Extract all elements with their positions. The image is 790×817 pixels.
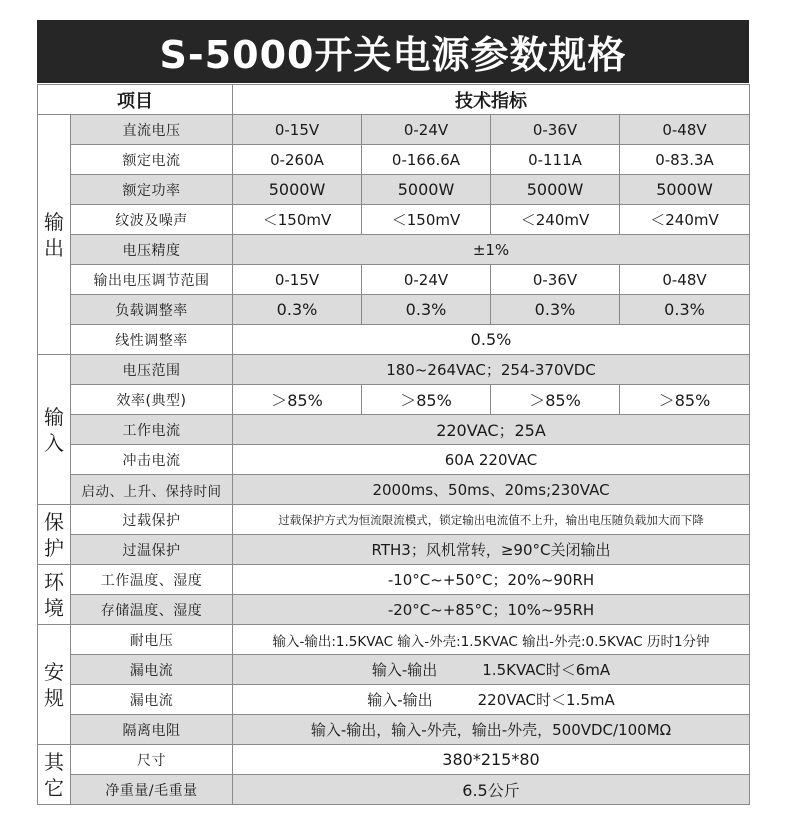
cell: ＞85% [620, 385, 750, 415]
cell: 0-24V [362, 115, 491, 145]
row-label: 净重量/毛重量 [71, 775, 233, 805]
cell: 0-15V [233, 265, 362, 295]
cell: 5000W [233, 175, 362, 205]
row-label: 漏电流 [71, 685, 233, 715]
cell: 0.3% [362, 295, 491, 325]
cell: -10°C~+50°C；20%~90RH [233, 565, 750, 595]
cell: 0.5% [233, 325, 750, 355]
cell: 过载保护方式为恒流限流模式，锁定输出电流值不上升，输出电压随负载加大而下降 [233, 505, 750, 535]
row-label: 纹波及噪声 [71, 205, 233, 235]
cell: 0-36V [491, 115, 620, 145]
row-label: 效率(典型) [71, 385, 233, 415]
cell: 5000W [362, 175, 491, 205]
table-row [38, 565, 750, 595]
cell: 输入-输出 220VAC时＜1.5mA [233, 685, 750, 715]
table-row [38, 625, 750, 655]
table-row [38, 655, 750, 685]
header-item: 项目 [38, 85, 233, 115]
cell: 0.3% [491, 295, 620, 325]
group-label-environment: 环境 [38, 565, 71, 625]
group-label-output: 输出 [38, 115, 71, 355]
row-label: 尺寸 [71, 745, 233, 775]
row-label: 工作温度、湿度 [71, 565, 233, 595]
row-label: 冲击电流 [71, 445, 233, 475]
cell: 0-166.6A [362, 145, 491, 175]
cell: 0-83.3A [620, 145, 750, 175]
cell: ＞85% [491, 385, 620, 415]
table-row [38, 775, 750, 805]
group-label-input: 输入 [38, 355, 71, 505]
row-label: 额定功率 [71, 175, 233, 205]
page-title: S-5000开关电源参数规格 [37, 20, 749, 83]
cell: 380*215*80 [233, 745, 750, 775]
cell: 0-36V [491, 265, 620, 295]
cell: 180~264VAC；254-370VDC [233, 355, 750, 385]
cell: 输入-输出:1.5KVAC 输入-外壳:1.5KVAC 输出-外壳:0.5KVAC 历时1分钟 [233, 625, 750, 655]
table-row [38, 265, 750, 295]
group-label-other: 其它 [38, 745, 71, 805]
table-row [38, 715, 750, 745]
cell: 0-48V [620, 265, 750, 295]
cell: 60A 220VAC [233, 445, 750, 475]
cell: 5000W [491, 175, 620, 205]
row-label: 耐电压 [71, 625, 233, 655]
cell: 0-24V [362, 265, 491, 295]
cell: ＜240mV [620, 205, 750, 235]
row-label: 直流电压 [71, 115, 233, 145]
cell: 2000ms、50ms、20ms;230VAC [233, 475, 750, 505]
table-row [38, 145, 750, 175]
cell: 0-111A [491, 145, 620, 175]
cell: ＜150mV [362, 205, 491, 235]
cell: ＞85% [362, 385, 491, 415]
cell: ＞85% [233, 385, 362, 415]
cell: 0-48V [620, 115, 750, 145]
cell: 220VAC；25A [233, 415, 750, 445]
row-label: 工作电流 [71, 415, 233, 445]
group-label-safety: 安规 [38, 625, 71, 745]
cell: ＜240mV [491, 205, 620, 235]
table-row [38, 385, 750, 415]
cell: -20°C~+85°C；10%~95RH [233, 595, 750, 625]
row-label: 存储温度、湿度 [71, 595, 233, 625]
header-row [38, 85, 750, 115]
row-label: 隔离电阻 [71, 715, 233, 745]
table-row [38, 295, 750, 325]
table-row [38, 745, 750, 775]
header-spec: 技术指标 [233, 85, 750, 115]
table-row [38, 355, 750, 385]
row-label: 电压精度 [71, 235, 233, 265]
cell: ＜150mV [233, 205, 362, 235]
table-row [38, 415, 750, 445]
cell: 输入-输出，输入-外壳，输出-外壳，500VDC/100MΩ [233, 715, 750, 745]
table-row [38, 505, 750, 535]
table-row [38, 175, 750, 205]
table-row [38, 445, 750, 475]
table-row [38, 205, 750, 235]
table-row [38, 115, 750, 145]
row-label: 输出电压调节范围 [71, 265, 233, 295]
group-label-protection: 保护 [38, 505, 71, 565]
cell: ±1% [233, 235, 750, 265]
table-row [38, 595, 750, 625]
cell: 0-260A [233, 145, 362, 175]
cell: 5000W [620, 175, 750, 205]
row-label: 电压范围 [71, 355, 233, 385]
row-label: 启动、上升、保持时间 [71, 475, 233, 505]
cell: 输入-输出 1.5KVAC时＜6mA [233, 655, 750, 685]
table-row [38, 475, 750, 505]
cell: 0.3% [233, 295, 362, 325]
table-row [38, 235, 750, 265]
row-label: 负载调整率 [71, 295, 233, 325]
table-row [38, 325, 750, 355]
table-row [38, 685, 750, 715]
row-label: 过载保护 [71, 505, 233, 535]
cell: 0-15V [233, 115, 362, 145]
cell: RTH3；风机常转，≥90°C关闭输出 [233, 535, 750, 565]
row-label: 过温保护 [71, 535, 233, 565]
cell: 0.3% [620, 295, 750, 325]
table-row [38, 535, 750, 565]
row-label: 线性调整率 [71, 325, 233, 355]
row-label: 额定电流 [71, 145, 233, 175]
row-label: 漏电流 [71, 655, 233, 685]
spec-table [37, 84, 750, 805]
cell: 6.5公斤 [233, 775, 750, 805]
